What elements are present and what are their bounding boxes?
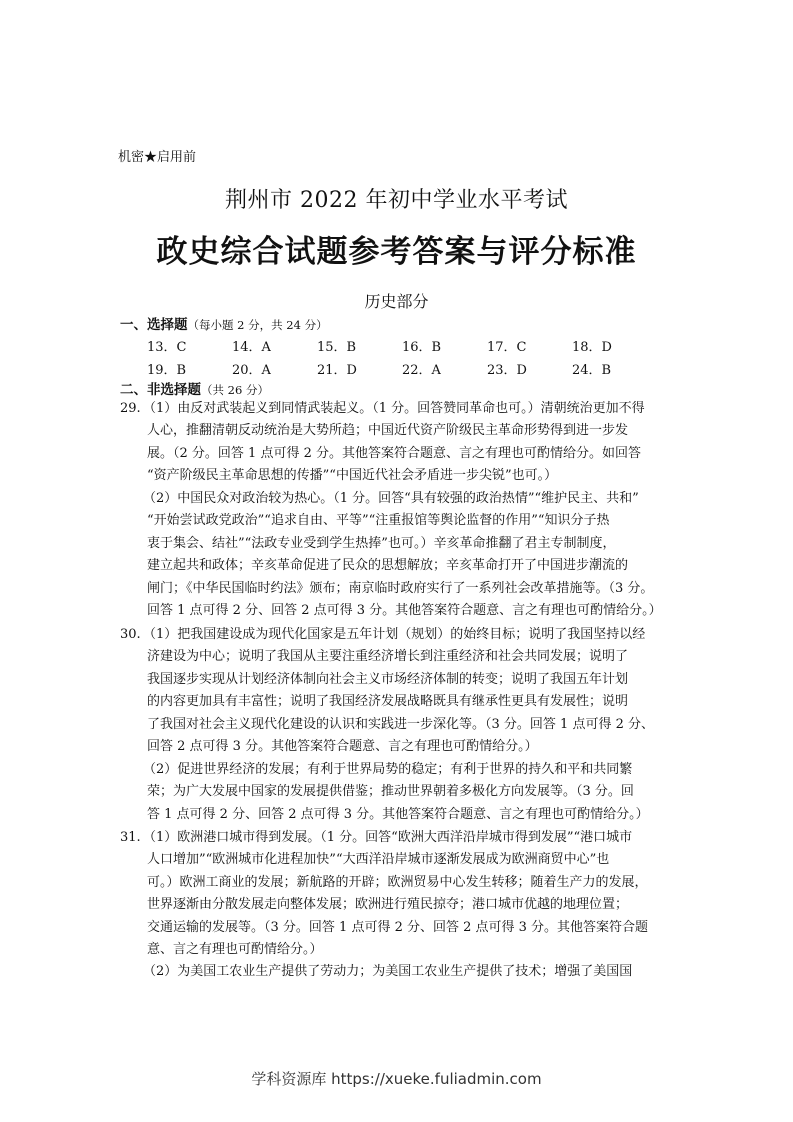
text-line: 回答 1 点可得 2 分、回答 2 点可得 3 分。其他答案符合题意、言之有理也可酌情给分。） — [147, 603, 662, 619]
answer-item: 21．D — [317, 363, 357, 378]
question-29-part2 — [143, 488, 675, 622]
text-line: （1）由反对武装起义到同情武装起义。（1 分。回答赞同革命也可。）清朝统治更加不得 — [143, 401, 645, 416]
exam-title: 荆州市 2022 年初中学业水平考试 — [225, 188, 568, 213]
answer-item: 13．C — [147, 340, 187, 355]
text-line: 荣；为广大发展中国家的发展提供借鉴；推动世界朝着多极化方向发展等。（3 分。回 — [147, 784, 634, 800]
part1-heading — [120, 313, 328, 333]
text-line: 展。（2 分。回答 1 点可得 2 分。其他答案符合题意、言之有理也可酌情给分。如回答 — [147, 445, 641, 461]
document-title: 政史综合试题参考答案与评分标准 — [156, 234, 637, 270]
text-line: （1）把我国建设成为现代化国家是五年计划（规划）的始终目标；说明了我国坚持以经 — [143, 627, 646, 642]
footer-watermark: 学科资源库 https://xueke.fuliadmin.com — [251, 1070, 542, 1088]
question-30-number: 30. — [120, 627, 141, 642]
part1-heading-text: 一、选择题 — [120, 317, 188, 333]
text-line: （2）中国民众对政治较为热心。（1 分。回答“具有较强的政治热情”“维护民主、共和” — [143, 491, 639, 506]
question-29-number: 29. — [120, 401, 141, 416]
answer-item: 23．D — [487, 363, 527, 378]
text-line: （2）为美国工农业生产提供了劳动力；为美国工农业生产提供了技术；增强了美国国 — [143, 964, 633, 979]
section-title: 历史部分 — [364, 292, 429, 311]
text-line: 建立起共和政体；辛亥革命促进了民众的思想解放；辛亥革命打开了中国进步潮流的 — [147, 558, 629, 574]
text-line: 闸门；《中华民国临时约法》颁布；南京临时政府实行了一系列社会改革措施等。（3 分。 — [147, 580, 654, 596]
part1-note: （每小题 2 分，共 24 分） — [187, 318, 328, 332]
answer-item: 22．A — [402, 363, 441, 378]
answer-item: 24．B — [572, 363, 612, 378]
text-line: “资产阶级民主革命思想的传播”“中国近代社会矛盾进一步尖锐”也可。） — [147, 468, 558, 484]
text-line: “开始尝试政党政治”“追求自由、平等”“注重报馆等舆论监督的作用”“知识分子热 — [147, 513, 610, 529]
text-line: 答 1 点可得 2 分、回答 2 点可得 3 分。其他答案符合题意、言之有理也可酌情给分。） — [147, 806, 649, 822]
answer-item: 18．D — [572, 340, 612, 355]
answer-row-1 — [147, 336, 657, 355]
text-line: 的内容更加具有丰富性；说明了我国经济发展战略既具有继承性更具有发展性；说明 — [147, 694, 629, 710]
confidential-label: 机密★启用前 — [118, 150, 197, 165]
part2-heading — [120, 378, 269, 398]
text-line: 回答 2 点可得 3 分。其他答案符合题意、言之有理也可酌情给分。） — [147, 739, 538, 755]
answer-item: 16．B — [402, 340, 442, 355]
answer-item: 17．C — [487, 340, 527, 355]
text-line: 可。）欧洲工商业的发展；新航路的开辟；欧洲贸易中心发生转移；随着生产力的发展， — [147, 874, 648, 890]
text-line: （2）促进世界经济的发展；有利于世界局势的稳定；有利于世界的持久和平和共同繁 — [143, 762, 633, 777]
question-31-number: 31. — [120, 830, 141, 845]
text-line: 交通运输的发展等。（3 分。回答 1 点可得 2 分、回答 2 点可得 3 分。其他答案符合题 — [147, 919, 649, 935]
text-line: 人口增加”“欧洲城市化进程加快”“大西洋沿岸城市逐渐发展成为欧洲商贸中心”也 — [147, 852, 610, 868]
answer-item: 14．A — [232, 340, 271, 355]
question-31-part2 — [143, 961, 675, 983]
answer-item: 20．A — [232, 363, 271, 378]
question-30-part1 — [143, 624, 675, 758]
answer-item: 15．B — [317, 340, 357, 355]
question-30-part2 — [143, 759, 675, 826]
part2-heading-text: 二、非选择题 — [120, 382, 201, 398]
answer-row-2 — [147, 359, 657, 378]
text-line: 世界逐渐由分散发展走向整体发展；欧洲进行殖民掠夺；港口城市优越的地理位置； — [147, 897, 629, 913]
text-line: 了我国对社会主义现代化建设的认识和实践进一步深化等。（3 分。回答 1 点可得 2 分、 — [147, 716, 654, 732]
text-line: 衷于集会、结社”“法政专业受到学生热捧”也可。）辛亥革命推翻了君主专制制度， — [147, 535, 616, 551]
answer-item: 19．B — [147, 363, 187, 378]
text-line: 济建设为中心；说明了我国从主要注重经济增长到注重经济和社会共同发展；说明了 — [147, 649, 629, 665]
question-31-part1 — [143, 827, 675, 961]
text-line: （1）欧洲港口城市得到发展。（1 分。回答“欧洲大西洋沿岸城市得到发展”“港口城市 — [143, 830, 633, 845]
question-29-part1 — [143, 398, 675, 488]
text-line: 人心，推翻清朝反动统治是大势所趋；中国近代资产阶级民主革命形势得到进一步发 — [147, 423, 629, 439]
part2-note: （共 26 分） — [201, 383, 269, 397]
text-line: 意、言之有理也可酌情给分。） — [147, 942, 323, 958]
text-line: 我国逐步实现从计划经济体制向社会主义市场经济体制的转变；说明了我国五年计划 — [147, 671, 629, 687]
